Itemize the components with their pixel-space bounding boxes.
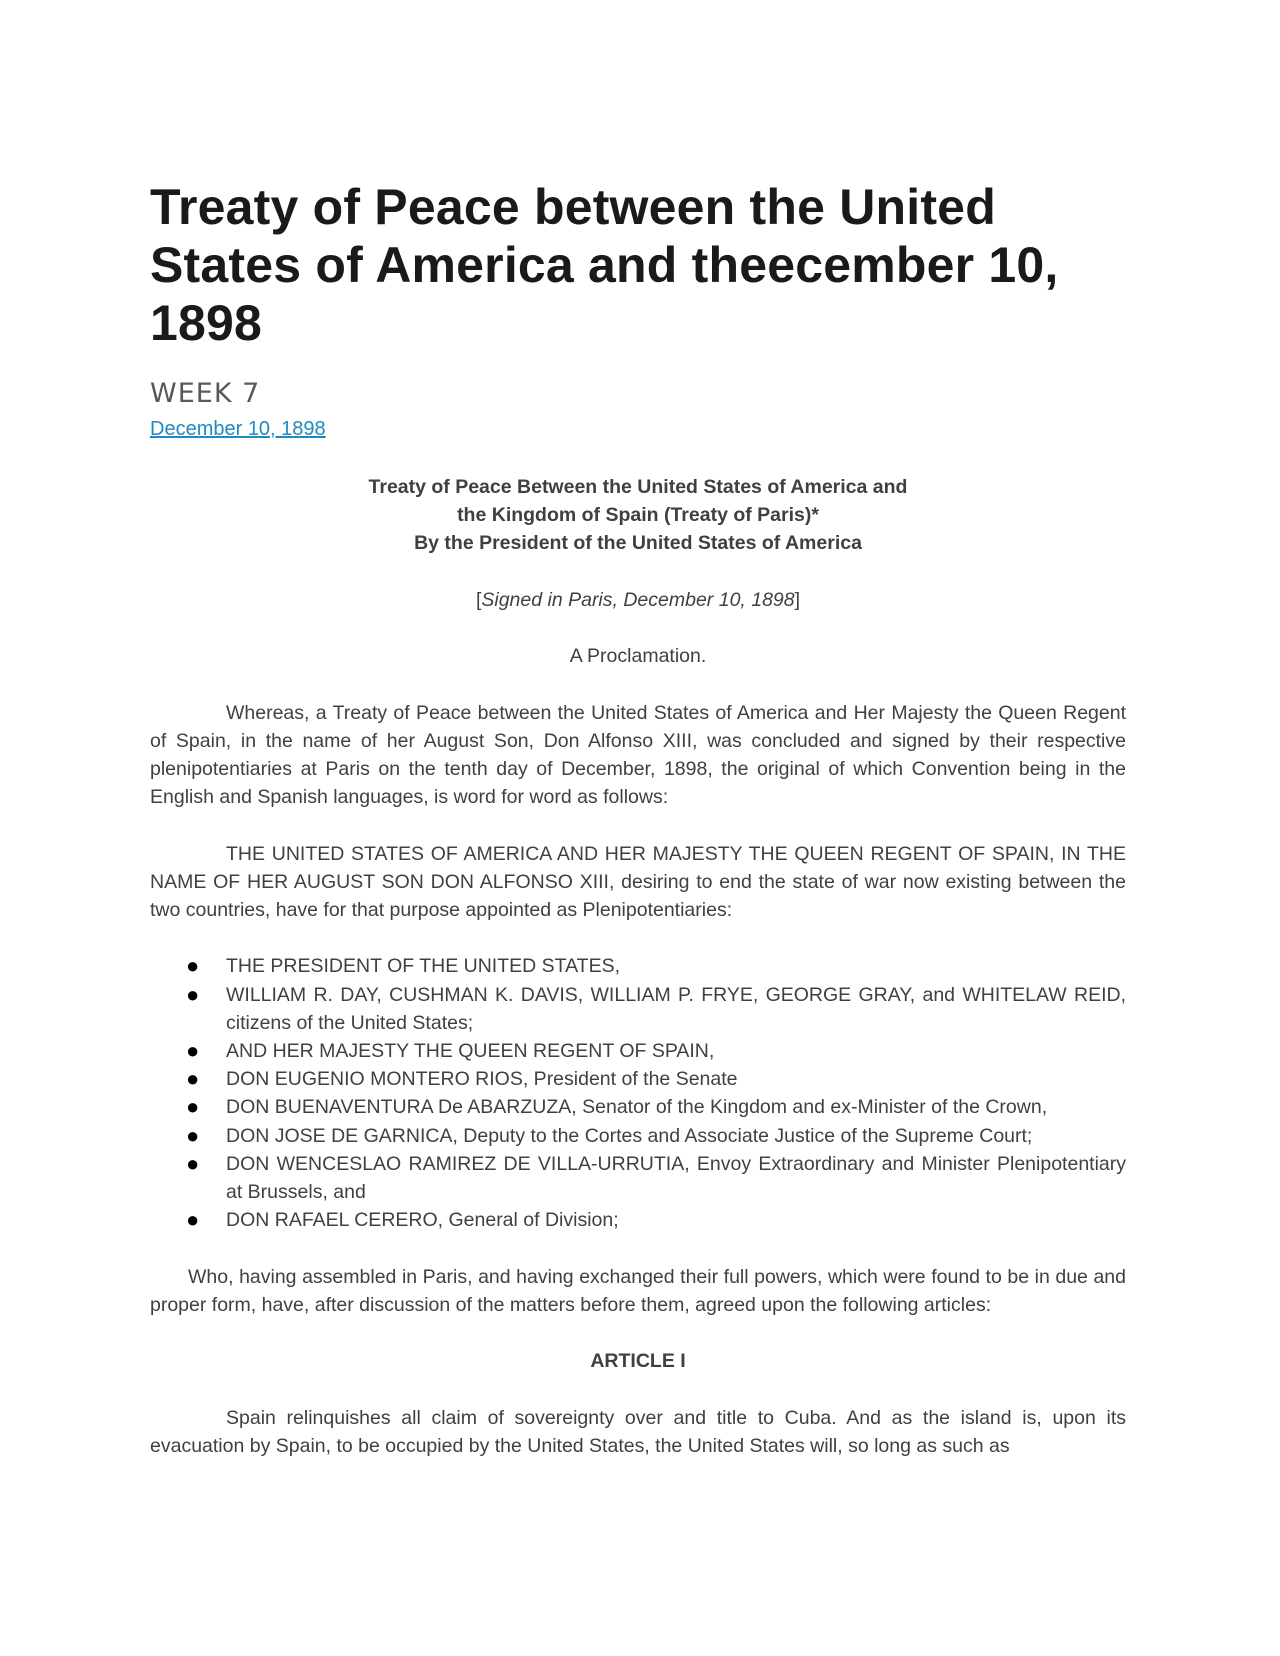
list-item-text: DON JOSE DE GARNICA, Deputy to the Cortes and Associate Justice of the Supreme Court; [226,1124,1033,1147]
document-title: Treaty of Peace between the United States of America and theecember 10, 1898 [150,179,1059,351]
article-heading: ARTICLE I [590,1350,686,1373]
list-item-text: AND HER MAJESTY THE QUEEN REGENT OF SPAIN, [226,1039,715,1062]
assembled-paragraph: Who, having assembled in Paris, and having exchanged their full powers, which were found to be in due and proper form, have, after discussion of the matters before them, agreed upon the following articles: [150,1265,1126,1316]
bracket-close: ] [794,588,801,611]
list-item-text: DON RAFAEL CERERO, General of Division; [226,1209,619,1232]
list-item-text: THE PRESIDENT OF THE UNITED STATES, [226,955,621,978]
bullet-icon: ● [186,1122,200,1148]
list-item [186,1122,1126,1150]
list-item [186,1037,1126,1065]
list-item-text: WILLIAM R. DAY, CUSHMAN K. DAVIS, WILLIAM P. FRYE, GEORGE GRAY, and WHITELAW REID, citizens of the United States; [226,983,1126,1034]
list-item [186,1206,1126,1234]
whereas-paragraph: Whereas, a Treaty of Peace between the United States of America and Her Majesty the Queen Regent of Spain, in the name of her August Son, Don Alfonso XIII, was concluded and signed by their respective plenipotentiaries at Paris on the tenth day of December, 1898, the original of which Convention being in the English and Spanish languages, is word for word as follows: [150,701,1126,809]
bullet-icon: ● [186,1150,200,1176]
treaty-body [150,473,1126,1460]
list-item [186,952,1126,980]
bullet-icon: ● [186,953,200,979]
list-item [186,1150,1126,1206]
plenipotentiaries-list [150,952,1126,1234]
list-item [186,981,1126,1037]
proclamation-line: A Proclamation. [569,645,707,668]
bracket-open: [ [475,588,482,611]
bullet-icon: ● [186,1094,200,1120]
signed-line [150,586,1126,614]
list-item-text: DON WENCESLAO RAMIREZ DE VILLA-URRUTIA, Envoy Extraordinary and Minister Plenipotentiary at Brussels, and [226,1152,1126,1203]
date-link[interactable]: December 10, 1898 [150,418,326,440]
preamble-paragraph: THE UNITED STATES OF AMERICA AND HER MAJESTY THE QUEEN REGENT OF SPAIN, IN THE NAME OF HER AUGUST SON DON ALFONSO XIII, desiring to end the state of war now existing between the two countries, have for that purpose appointed as Plenipotentiaries: [150,842,1126,921]
signed-text: Signed in Paris, December 10, 1898 [481,588,795,611]
list-item [186,1093,1126,1121]
heading-line: the Kingdom of Spain (Treaty of Paris)* [457,504,819,527]
bullet-icon: ● [186,1037,200,1063]
bullet-icon: ● [186,1066,200,1092]
list-item-text: DON EUGENIO MONTERO RIOS, President of the Senate [226,1068,738,1091]
list-item [186,1065,1126,1093]
bullet-icon: ● [186,981,200,1007]
week-label: WEEK 7 [150,378,261,409]
bullet-icon: ● [186,1207,200,1233]
heading-line: Treaty of Peace Between the United States of America and [368,476,908,498]
treaty-heading [150,473,1126,558]
heading-line: By the President of the United States of America [414,532,862,555]
article-one-paragraph: Spain relinquishes all claim of sovereignty over and title to Cuba. And as the island is, upon its evacuation by Spain, to be occupied by the United States, the United States will, so long as such as [150,1406,1126,1457]
list-item-text: DON BUENAVENTURA De ABARZUZA, Senator of the Kingdom and ex-Minister of the Crown, [226,1096,1048,1119]
